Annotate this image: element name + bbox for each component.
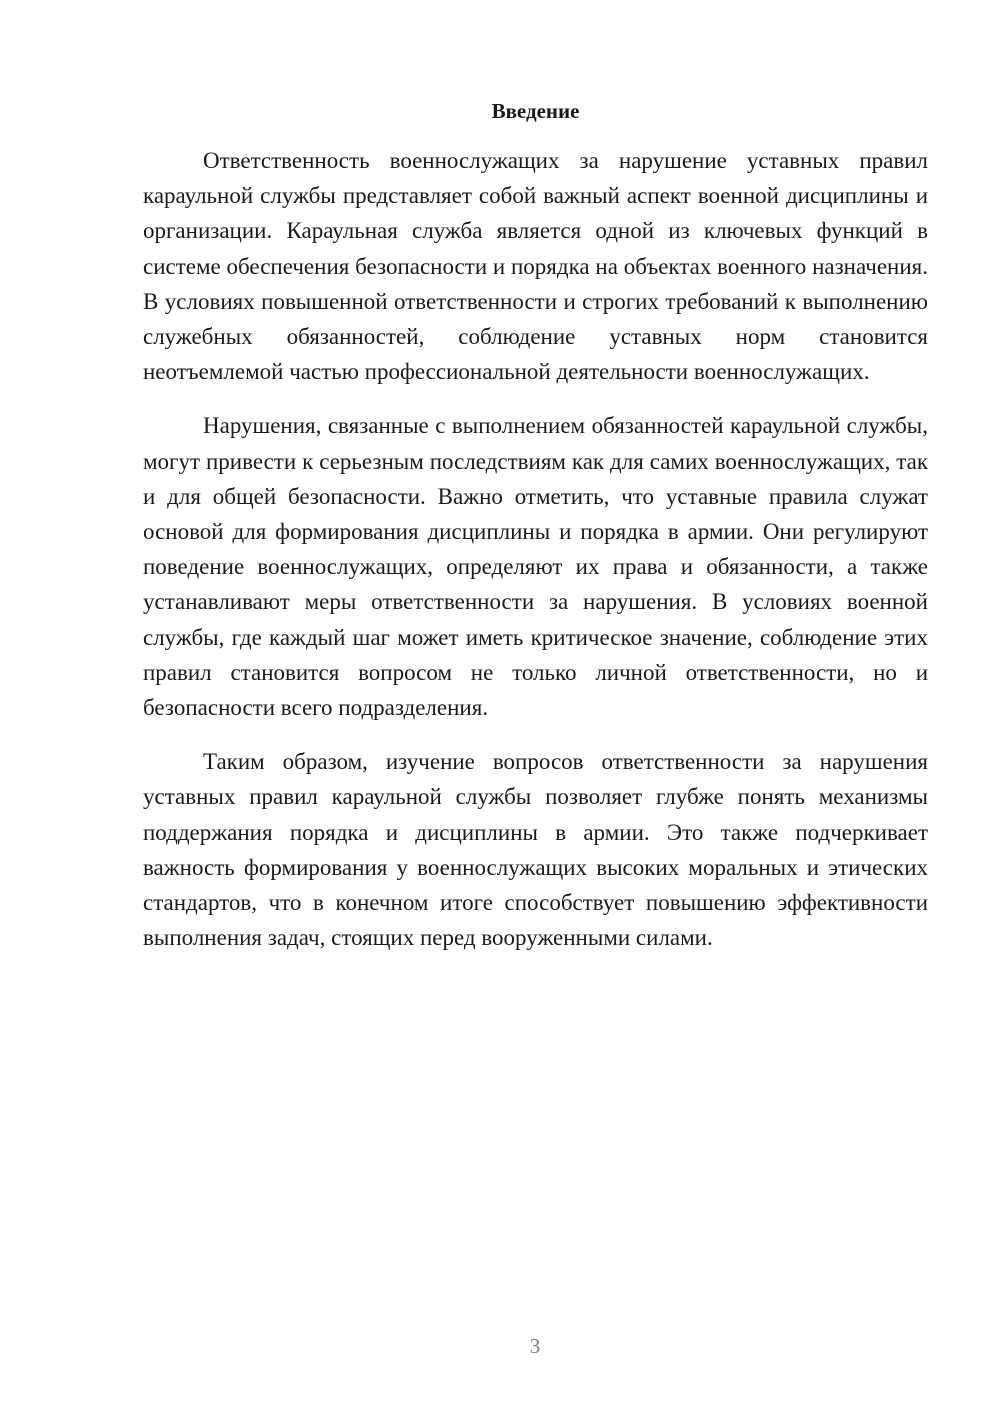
- paragraph-1: Ответственность военнослужащих за нарушение уставных правил караульной службы представляет собой важный аспект военной дисциплины и организации. Караульная служба является одной из ключевых функций в системе обеспечения безопасности и порядка на объектах военного назначения. В условиях повышенной ответственности и строгих требований к выполнению служебных обязанностей, соблюдение уставных норм становится неотъемлемой частью профессиональной деятельности военнослужащих.: [143, 148, 928, 385]
- document-body: [143, 143, 928, 974]
- paragraph-3: Таким образом, изучение вопросов ответственности за нарушения уставных правил караульной службы позволяет глубже понять механизмы поддержания порядка и дисциплины в армии. Это также подчеркивает важность формирования у военнослужащих высоких моральных и этических стандартов, что в конечном итоге способствует повышению эффективности выполнения задач, стоящих перед вооруженными силами.: [143, 749, 928, 951]
- section-heading: Введение: [491, 99, 580, 123]
- paragraph-2: Нарушения, связанные с выполнением обязанностей караульной службы, могут привести к серьезным последствиям как для самих военнослужащих, так и для общей безопасности. Важно отметить, что уставные правила служат основой для формирования дисциплины и порядка в армии. Они регулируют поведение военнослужащих, определяют их права и обязанности, а также устанавливают меры ответственности за нарушения. В условиях военной службы, где каждый шаг может иметь критическое значение, соблюдение этих правил становится вопросом не только личной ответственности, но и безопасности всего подразделения.: [143, 413, 928, 721]
- page-number: 3: [529, 1334, 541, 1358]
